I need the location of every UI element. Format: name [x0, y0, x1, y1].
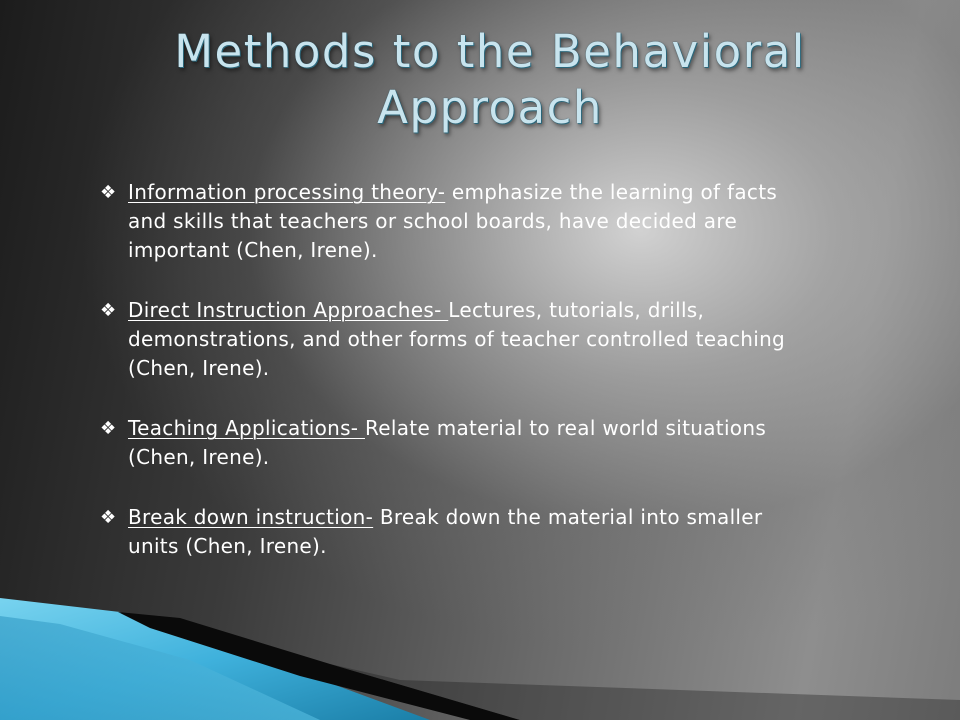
bullet-text: Relate material to real world situations (Chen, Irene).	[128, 416, 767, 469]
bullet-term: Break down instruction-	[128, 505, 374, 529]
four-diamond-bullet-icon: ❖	[100, 182, 117, 203]
bullet-text: Break down the material into smaller units (Chen, Irene).	[128, 505, 763, 558]
slide-title: Methods to the Behavioral Approach	[174, 25, 806, 134]
four-diamond-bullet-icon: ❖	[100, 418, 117, 439]
bullet-list	[100, 178, 800, 592]
list-item	[100, 414, 800, 472]
bullet-term: Teaching Applications-	[128, 416, 365, 440]
list-item	[100, 178, 800, 265]
four-diamond-bullet-icon: ❖	[100, 300, 117, 321]
bullet-term: Information processing theory-	[128, 180, 446, 204]
list-item	[100, 503, 800, 561]
four-diamond-bullet-icon: ❖	[100, 507, 117, 528]
bullet-term: Direct Instruction Approaches-	[128, 298, 449, 322]
list-item	[100, 296, 800, 383]
bullet-text: emphasize the learning of facts and skills that teachers or school boards, have decided are important (Chen, Irene).	[128, 180, 778, 262]
bullet-text: Lectures, tutorials, drills, demonstrations, and other forms of teacher controlled teaching (Chen, Irene).	[128, 298, 786, 380]
